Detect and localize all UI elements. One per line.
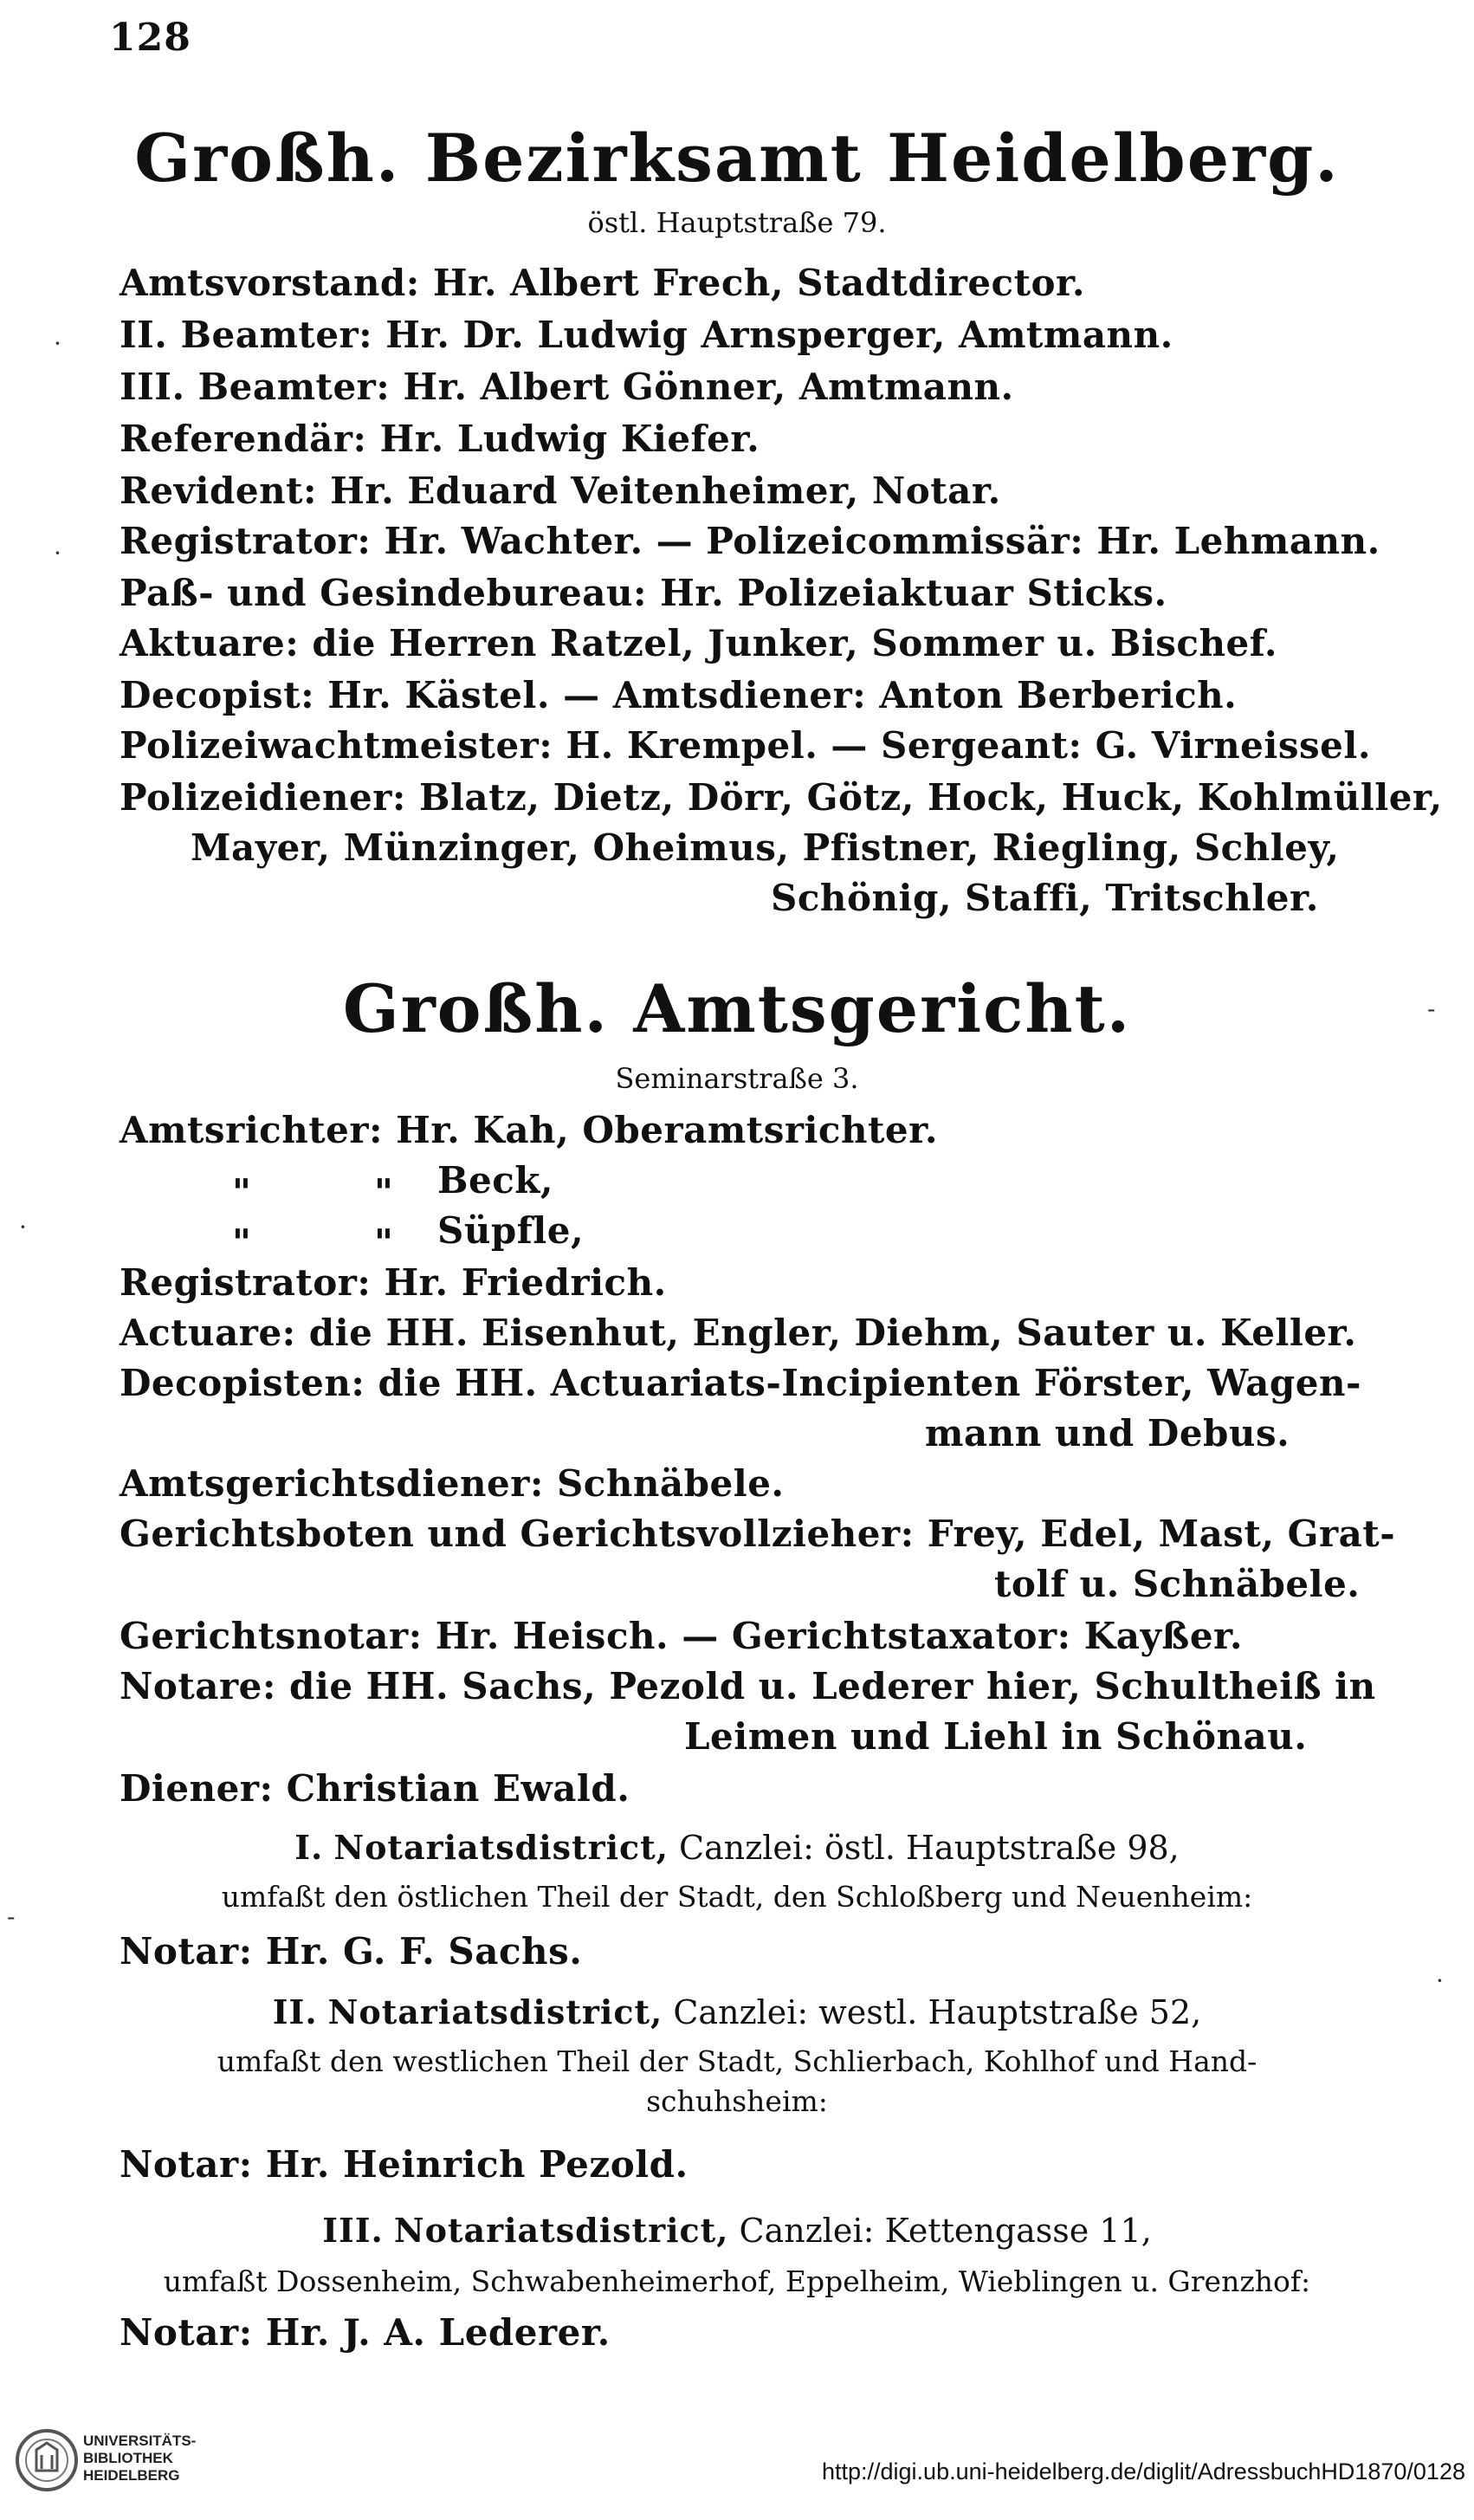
text-line: Aktuare: die Herren Ratzel, Junker, Sommer u. Bischef. (120, 622, 1277, 664)
district-heading (0, 1992, 1474, 2031)
district-notar: Notar: Hr. G. F. Sachs. (120, 1930, 583, 1973)
page-number: 128 (109, 16, 191, 60)
district-heading (0, 2211, 1474, 2250)
source-url-link[interactable]: http://digi.ub.uni-heidelberg.de/diglit/AdressbuchHD1870/0128 (821, 2458, 1465, 2484)
district-name: Notariatsdistrict, (393, 2211, 729, 2250)
district-heading (0, 1828, 1474, 1867)
text-line: Revident: Hr. Eduard Veitenheimer, Notar. (120, 470, 1001, 512)
district-description: umfaßt den östlichen Theil der Stadt, den Schloßberg und Neuenheim: (221, 1880, 1253, 1914)
ditto-mark: " (232, 1221, 251, 1264)
district-notar: Notar: Hr. Heinrich Pezold. (120, 2143, 689, 2186)
district-office: Canzlei: Kettengasse 11, (739, 2212, 1152, 2250)
text-line: II. Beamter: Hr. Dr. Ludwig Arnsperger, Amtmann. (120, 314, 1173, 356)
text-line: Decopisten: die HH. Actuariats-Incipienten Förster, Wagen- (120, 1362, 1361, 1404)
library-name-line: HEIDELBERG (83, 2467, 180, 2484)
margin-mark: · (54, 329, 61, 358)
ditto-mark: " (374, 1171, 393, 1214)
text-line: Amtsgerichtsdiener: Schnäbele. (120, 1462, 785, 1505)
margin-mark: - (7, 1902, 16, 1931)
text-line: Mayer, Münzinger, Oheimus, Pfistner, Riegling, Schley, (191, 826, 1340, 869)
text-line: Leimen und Liehl in Schönau. (684, 1715, 1308, 1758)
text-line: Süpfle, (437, 1209, 585, 1252)
text-line: Beck, (437, 1159, 554, 1202)
district-notar: Notar: Hr. J. A. Lederer. (120, 2311, 611, 2354)
text-line: Gerichtsboten und Gerichtsvollzieher: Frey, Edel, Mast, Grat- (120, 1513, 1396, 1555)
text-line: Referendär: Hr. Ludwig Kiefer. (120, 418, 760, 460)
section-address-amtsgericht: Seminarstraße 3. (615, 1062, 859, 1095)
text-line: Actuare: die HH. Eisenhut, Engler, Diehm, Sauter u. Keller. (120, 1312, 1357, 1354)
text-line: III. Beamter: Hr. Albert Gönner, Amtmann. (120, 366, 1014, 408)
district-description: umfaßt den westlichen Theil der Stadt, Schlierbach, Kohlhof und Hand- (217, 2044, 1257, 2078)
text-line: Amtsvorstand: Hr. Albert Frech, Stadtdirector. (120, 262, 1085, 304)
margin-mark: · (54, 539, 61, 567)
district-name: Notariatsdistrict, (333, 1828, 669, 1867)
district-number: II. (272, 1992, 318, 2031)
text-line: Polizeiwachtmeister: H. Krempel. — Sergeant: G. Virneissel. (120, 724, 1371, 767)
ditto-mark: " (232, 1171, 251, 1214)
district-office: Canzlei: westl. Hauptstraße 52, (673, 1993, 1202, 2031)
library-name-line: BIBLIOTHEK (83, 2450, 173, 2466)
district-number: I. (294, 1828, 324, 1867)
text-line: Diener: Christian Ewald. (120, 1767, 630, 1810)
text-line: Notare: die HH. Sachs, Pezold u. Lederer hier, Schultheiß in (120, 1665, 1376, 1707)
section-title-bezirksamt: Großh. Bezirksamt Heidelberg. (134, 120, 1340, 197)
ditto-mark: " (374, 1221, 393, 1264)
section-address-bezirksamt: östl. Hauptstraße 79. (587, 206, 887, 239)
text-line: Paß- und Gesindebureau: Hr. Polizeiaktuar Sticks. (120, 572, 1167, 614)
text-line: Amtsrichter: Hr. Kah, Oberamtsrichter. (120, 1109, 939, 1151)
text-line: mann und Debus. (925, 1412, 1290, 1454)
district-office: Canzlei: östl. Hauptstraße 98, (679, 1829, 1180, 1867)
text-line: Gerichtsnotar: Hr. Heisch. — Gerichtstaxator: Kayßer. (120, 1615, 1243, 1657)
district-description: schuhsheim: (646, 2084, 828, 2118)
district-number: III. (322, 2211, 384, 2250)
section-title-amtsgericht: Großh. Amtsgericht. (342, 970, 1132, 1047)
text-line: Schönig, Staffi, Tritschler. (771, 877, 1319, 919)
district-description: umfaßt Dossenheim, Schwabenheimerhof, Eppelheim, Wieblingen u. Grenzhof: (163, 2264, 1311, 2298)
margin-mark: · (1436, 1966, 1444, 1995)
library-name (83, 2433, 196, 2484)
margin-mark: - (1427, 994, 1436, 1023)
text-line: Registrator: Hr. Wachter. — Polizeicommissär: Hr. Lehmann. (120, 520, 1380, 562)
text-line: tolf u. Schnäbele. (994, 1563, 1361, 1605)
text-line: Decopist: Hr. Kästel. — Amtsdiener: Anton Berberich. (120, 674, 1238, 716)
district-name: Notariatsdistrict, (327, 1992, 663, 2031)
text-line: Registrator: Hr. Friedrich. (120, 1261, 667, 1304)
library-name-line: UNIVERSITÄTS- (83, 2433, 197, 2449)
margin-mark: · (19, 1213, 27, 1241)
text-line: Polizeidiener: Blatz, Dietz, Dörr, Götz, Hock, Huck, Kohlmüller, (120, 776, 1443, 819)
